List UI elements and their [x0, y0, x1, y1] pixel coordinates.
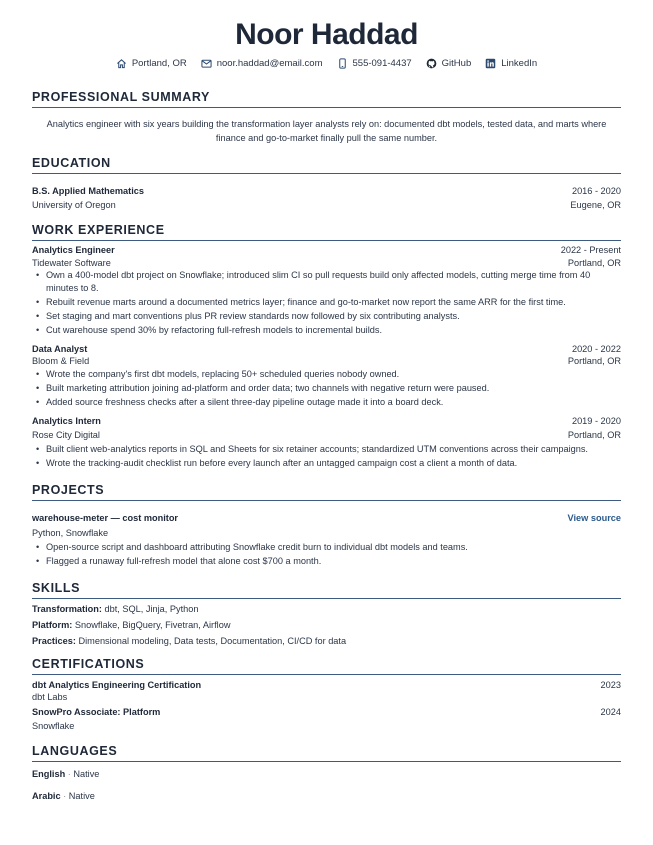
- list-item: • Flagged a runaway full-refresh model that alone cost $700 a month.: [32, 555, 621, 568]
- skill-label: Transformation:: [32, 604, 102, 614]
- job-location: Portland, OR: [567, 430, 621, 440]
- job-header: [32, 415, 621, 427]
- list-item: • Cut warehouse spend 30% by refactoring full-refresh models to incremental builds.: [32, 324, 621, 337]
- skill-row: [32, 603, 621, 615]
- list-item: • Added source freshness checks after a silent three-day pipeline outage made it into a board deck.: [32, 396, 621, 409]
- contact-phone[interactable]: [337, 58, 412, 69]
- list-item: • Wrote the tracking-audit checklist run before every launch after an untagged campaign cost a client a month of data.: [32, 457, 621, 470]
- job-company: Rose City Digital: [32, 430, 100, 440]
- linkedin-icon: [485, 58, 496, 69]
- job-header: [32, 343, 621, 355]
- education-school-row: [32, 199, 621, 211]
- education-dates: 2016 - 2020: [571, 186, 621, 196]
- education-location: Eugene, OR: [570, 200, 621, 210]
- degree: B.S. Applied Mathematics: [32, 186, 144, 196]
- experience-section: [32, 223, 621, 241]
- section-title-education: EDUCATION: [32, 156, 621, 174]
- cert-year: 2024: [600, 707, 621, 717]
- job-company: Bloom & Field: [32, 356, 90, 366]
- job-role: Analytics Intern: [32, 416, 101, 426]
- section-title-certifications: CERTIFICATIONS: [32, 657, 621, 675]
- list-item: • Own a 400-model dbt project on Snowflake; introduced slim CI so pull requests build only affected models, cutting merge time from 40 minutes to 8.: [32, 269, 621, 294]
- job-location: Portland, OR: [567, 356, 621, 366]
- skill-label: Practices:: [32, 636, 76, 646]
- list-item: • Built client web-analytics reports in SQL and Sheets for six retainer accounts; standardized UTM conventions across their campaigns.: [32, 443, 621, 456]
- school: University of Oregon: [32, 200, 116, 210]
- contact-phone-text: 555-091-4437: [352, 58, 412, 69]
- job-location: Portland, OR: [567, 258, 621, 268]
- job-header: [32, 244, 621, 256]
- contact-email[interactable]: [201, 58, 323, 69]
- summary-section: [32, 90, 621, 108]
- job-role: Data Analyst: [32, 344, 88, 354]
- cert-issuer: dbt Labs: [32, 692, 68, 702]
- job-bullets: [32, 368, 621, 410]
- job-dates: 2022 - Present: [560, 245, 621, 255]
- language-row: [32, 768, 621, 780]
- language-separator: ·: [67, 769, 71, 779]
- section-title-skills: SKILLS: [32, 581, 621, 599]
- language-level: Native: [68, 791, 95, 801]
- section-title-summary: PROFESSIONAL SUMMARY: [32, 90, 621, 108]
- contact-github-text: GitHub: [441, 58, 472, 69]
- section-title-languages: LANGUAGES: [32, 744, 621, 762]
- project-bullets: [32, 541, 621, 569]
- job-dates: 2020 - 2022: [571, 344, 621, 354]
- github-icon: [426, 58, 437, 69]
- contact-bar: [32, 58, 621, 69]
- cert-name: SnowPro Associate: Platform: [32, 707, 161, 717]
- cert-year: 2023: [600, 680, 621, 690]
- section-title-experience: WORK EXPERIENCE: [32, 223, 621, 241]
- list-item: • Open-source script and dashboard attributing Snowflake credit burn to individual dbt models and teams.: [32, 541, 621, 554]
- contact-email-text: noor.haddad@email.com: [216, 58, 323, 69]
- job-company: Tidewater Software: [32, 258, 111, 268]
- job-role: Analytics Engineer: [32, 245, 115, 255]
- job-bullets: [32, 443, 621, 471]
- contact-linkedin-text: LinkedIn: [501, 58, 538, 69]
- view-source-link[interactable]: View source: [567, 513, 621, 523]
- contact-location-text: Portland, OR: [131, 58, 187, 69]
- projects-section: [32, 483, 621, 501]
- skill-value: Dimensional modeling, Data tests, Documentation, CI/CD for data: [78, 636, 347, 646]
- language-name: Arabic: [32, 791, 61, 801]
- contact-github[interactable]: [426, 58, 472, 69]
- education-row: [32, 185, 621, 197]
- project-stack: Python, Snowflake: [32, 528, 109, 538]
- education-section: [32, 156, 621, 174]
- project-name: warehouse-meter — cost monitor: [32, 513, 179, 523]
- languages-section: [32, 744, 621, 762]
- project-header: [32, 512, 621, 524]
- skill-row: [32, 635, 621, 647]
- skill-label: Platform:: [32, 620, 73, 630]
- job-company-row: [32, 355, 621, 367]
- section-title-projects: PROJECTS: [32, 483, 621, 501]
- job-company-row: [32, 429, 621, 441]
- contact-location: [116, 58, 187, 69]
- skills-section: [32, 581, 621, 599]
- project-stack-row: [32, 527, 621, 539]
- skill-row: [32, 619, 621, 631]
- skill-value: Snowflake, BigQuery, Fivetran, Airflow: [74, 620, 231, 630]
- skill-value: dbt, SQL, Jinja, Python: [104, 604, 199, 614]
- cert-issuer-row: [32, 691, 621, 703]
- list-item: • Rebuilt revenue marts around a documented metrics layer; finance and go-to-market now report the same ARR for the first time.: [32, 296, 621, 309]
- list-item: • Wrote the company's first dbt models, replacing 50+ scheduled queries nobody owned.: [32, 368, 621, 381]
- certifications-section: [32, 657, 621, 675]
- phone-icon: [337, 58, 348, 69]
- language-row: [32, 790, 621, 802]
- job-company-row: [32, 257, 621, 269]
- language-name: English: [32, 769, 66, 779]
- language-level: Native: [73, 769, 100, 779]
- cert-row: [32, 679, 621, 691]
- summary-text: Analytics engineer with six years building the transformation layer analysts rely on: documented dbt models, tested data, and marts where finance and go-to-market finally pull the same number.: [46, 119, 607, 143]
- home-icon: [116, 58, 127, 69]
- list-item: • Built marketing attribution joining ad-platform and order data; two channels with negative return were paused.: [32, 382, 621, 395]
- list-item: • Set staging and mart conventions plus PR review standards now followed by six contributing analysts.: [32, 310, 621, 323]
- contact-linkedin[interactable]: [485, 58, 537, 69]
- mail-icon: [201, 58, 212, 69]
- cert-issuer: Snowflake: [32, 721, 75, 731]
- job-bullets: [32, 269, 621, 338]
- job-dates: 2019 - 2020: [571, 416, 621, 426]
- cert-name: dbt Analytics Engineering Certification: [32, 680, 202, 690]
- language-separator: ·: [63, 791, 67, 801]
- cert-row: [32, 706, 621, 718]
- candidate-name: Noor Haddad: [235, 18, 418, 51]
- cert-issuer-row: [32, 720, 621, 732]
